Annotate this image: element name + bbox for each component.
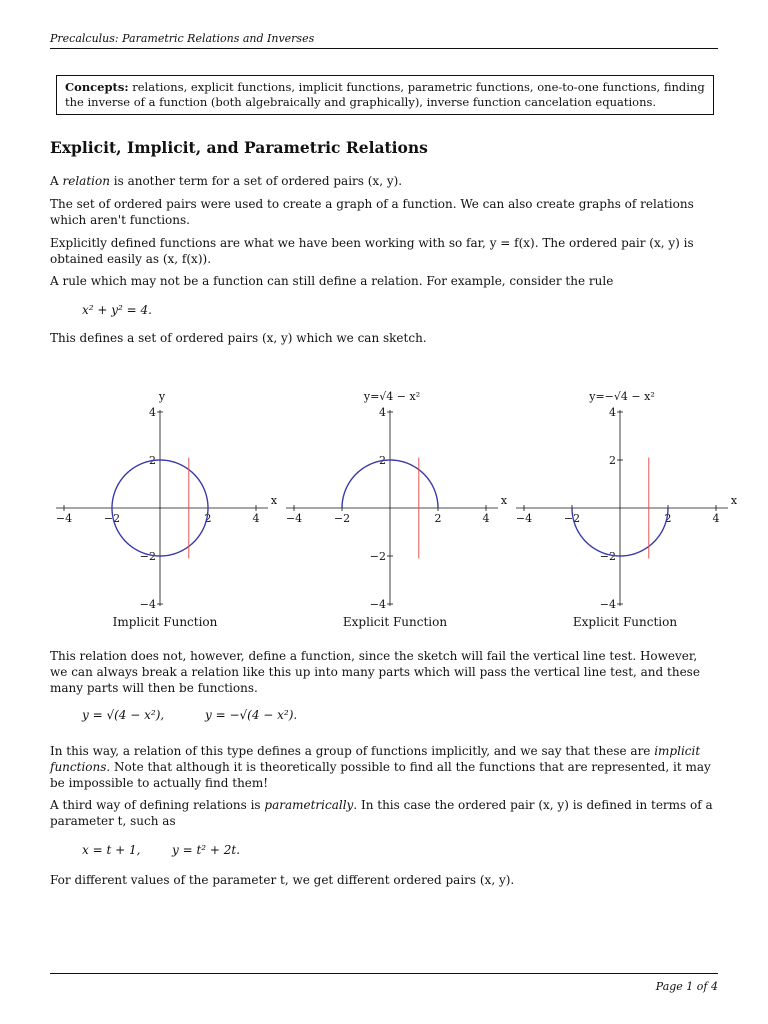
- y-tick-label: 2: [149, 454, 156, 467]
- y-axis-label: y=√4 − x²: [363, 390, 421, 403]
- paragraph-implicit: [50, 743, 718, 791]
- y-axis-label: y=−√4 − x²: [589, 390, 655, 403]
- chart-explicit-upper: [280, 380, 510, 612]
- y-tick-label: −2: [599, 550, 616, 563]
- paragraph-parametric: [50, 797, 718, 829]
- x-axis-label: x: [500, 494, 508, 507]
- y-tick-label: −4: [139, 598, 156, 611]
- paragraph-relation: [50, 173, 718, 189]
- x-tick-label: −4: [55, 512, 73, 525]
- y-axis-label: y: [158, 390, 166, 403]
- figure-caption: Explicit Function: [572, 615, 678, 629]
- equation-lower: y = −√(4 − x²).: [205, 708, 298, 722]
- figure-caption: Explicit Function: [342, 615, 448, 629]
- x-tick-label: 4: [482, 512, 490, 525]
- text: . In this case the ordered pair (x, y) is defined in terms of a parameter t, such as: [50, 798, 713, 828]
- text: is another term for a set of ordered pairs (x, y).: [109, 174, 403, 188]
- section-title: Explicit, Implicit, and Parametric Relations: [50, 138, 428, 157]
- y-tick-label: −2: [369, 550, 386, 563]
- page-number: Page 1 of 4: [655, 980, 718, 993]
- concepts-box: [56, 75, 714, 115]
- y-tick-label: 4: [149, 406, 156, 419]
- x-tick-label: −2: [563, 512, 581, 525]
- equation-param-x: x = t + 1,: [82, 843, 141, 857]
- equation-param-y: y = t² + 2t.: [172, 843, 241, 857]
- x-axis-label: x: [270, 494, 278, 507]
- equation-upper: y = √(4 − x²),: [82, 708, 165, 722]
- x-tick-label: −4: [515, 512, 533, 525]
- text: A: [50, 174, 63, 188]
- y-tick-label: 4: [609, 406, 616, 419]
- chart-explicit-lower: [510, 380, 740, 612]
- x-tick-label: 4: [252, 512, 260, 525]
- figure-explicit-lower: [510, 380, 740, 630]
- concepts-label: Concepts:: [65, 80, 129, 94]
- text: A third way of defining relations is: [50, 798, 265, 812]
- equation-circle: x² + y² = 4.: [82, 303, 152, 317]
- x-tick-label: 2: [204, 512, 212, 525]
- term-parametrically: parametrically: [264, 798, 354, 812]
- paragraph-graphs: The set of ordered pairs were used to create a graph of a function. We can also create graphs of relations which aren't functions.: [50, 197, 694, 227]
- term-relation: relation: [62, 174, 110, 188]
- x-tick-label: −2: [103, 512, 121, 525]
- figure-implicit: [50, 380, 280, 630]
- chart-implicit: [50, 380, 280, 612]
- running-header: Precalculus: Parametric Relations and Inverses: [50, 32, 718, 49]
- text: In this way, a relation of this type defines a group of functions implicitly, and we say that these are: [50, 744, 655, 758]
- x-axis-label: x: [730, 494, 738, 507]
- paragraph-explicit: Explicitly defined functions are what we have been working with so far, y = f(x). The ordered pair (x, y) is obtained easily as (x, f(x)).: [50, 236, 694, 266]
- concepts-text: relations, explicit functions, implicit functions, parametric functions, one-to-one functions, finding the inverse of a function (both algebraically and graphically), inverse function cancelation equations.: [65, 80, 705, 109]
- term-implicit-functions: implicit functions: [50, 744, 701, 774]
- x-tick-label: 4: [712, 512, 720, 525]
- paragraph-vertical-line: This relation does not, however, define a function, since the sketch will fail the vertical line test. However, we can always break a relation like this up into many parts which will pass the vertical line test, and these many parts will then be functions.: [50, 649, 700, 695]
- x-tick-label: 2: [664, 512, 672, 525]
- x-tick-label: −4: [285, 512, 303, 525]
- figure-explicit-upper: [280, 380, 510, 630]
- x-tick-label: 2: [434, 512, 442, 525]
- y-tick-label: −4: [369, 598, 386, 611]
- y-tick-label: −2: [139, 550, 156, 563]
- paragraph-rule: A rule which may not be a function can still define a relation. For example, consider the rule: [50, 274, 614, 288]
- y-tick-label: 2: [609, 454, 616, 467]
- figures-row: [50, 380, 740, 630]
- figure-caption: Implicit Function: [112, 615, 218, 629]
- page-footer: [50, 973, 718, 993]
- x-tick-label: −2: [333, 512, 351, 525]
- y-tick-label: 4: [379, 406, 386, 419]
- paragraph-different-values: For different values of the parameter t, we get different ordered pairs (x, y).: [50, 873, 515, 887]
- y-tick-label: −4: [599, 598, 616, 611]
- paragraph-sketch: This defines a set of ordered pairs (x, y) which we can sketch.: [50, 331, 427, 345]
- y-tick-label: 2: [379, 454, 386, 467]
- text: . Note that although it is theoretically possible to find all the functions that are represented, it may be impossible to actually find them!: [50, 760, 711, 790]
